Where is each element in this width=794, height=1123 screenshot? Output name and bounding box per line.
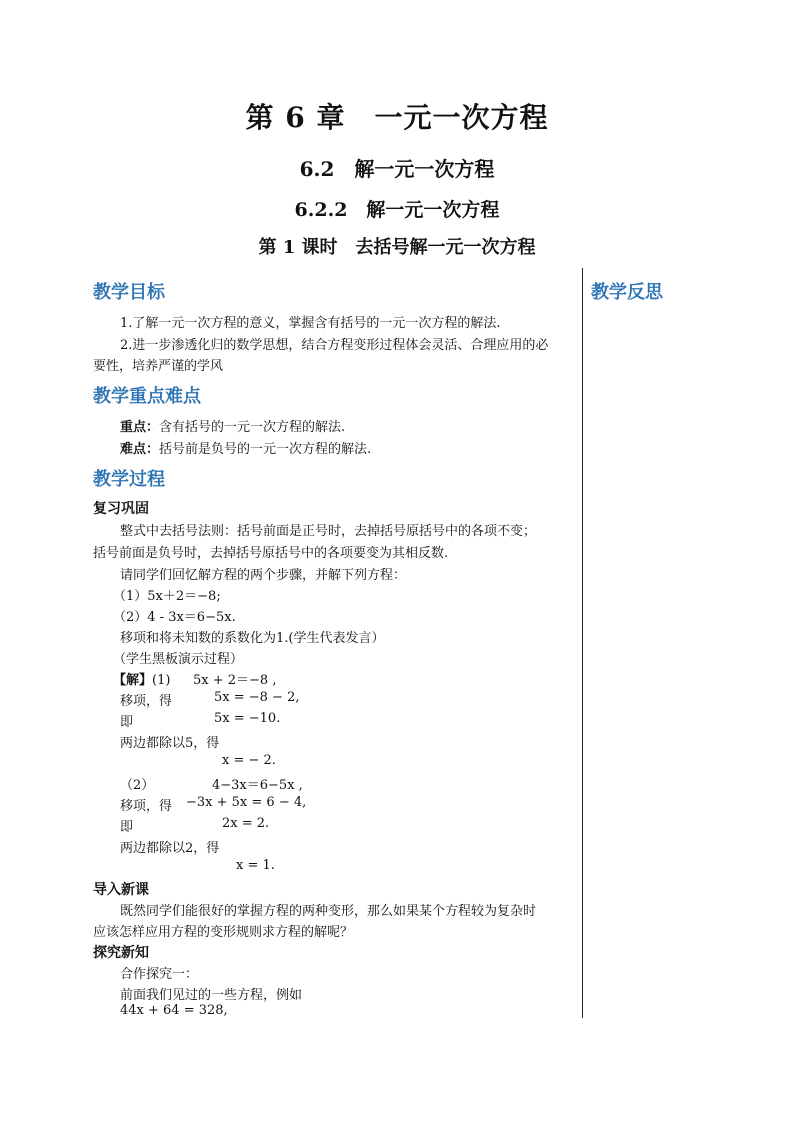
intro-p1a: 既然同学们能很好的掌握方程的两种变形，那么如果某个方程较为复杂时 xyxy=(120,904,537,919)
process-heading: 教学过程 xyxy=(93,469,165,490)
goal-line-2a: 2.进一步渗透化归的数学思想，结合方程变形过程体会灵活、合理应用的必 xyxy=(120,338,549,353)
difficult-point xyxy=(120,438,371,457)
solution-1-number: (1) xyxy=(152,673,171,688)
solution-line-1 xyxy=(113,669,170,688)
key-point-text: 含有括号的一元一次方程的解法. xyxy=(159,420,346,435)
move2-equation: −3x + 5x = 6 − 4, xyxy=(186,795,307,810)
review-p4: （学生黑板演示过程） xyxy=(113,652,244,667)
subsection-title: 6.2.2 解一元一次方程 xyxy=(294,199,500,221)
intro-heading: 导入新课 xyxy=(93,882,149,898)
review-eq2 xyxy=(113,606,236,625)
lesson-title: 第 1 课时 去括号解一元一次方程 xyxy=(258,237,536,258)
chapter-title: 第 6 章 一元一次方程 xyxy=(245,101,549,134)
section-title: 6.2 解一元一次方程 xyxy=(299,157,495,181)
move2-label: 移项，得 xyxy=(120,799,173,814)
review-p3: 移项和将未知数的系数化为1.(学生代表发言） xyxy=(120,631,385,646)
review-eq1 xyxy=(113,585,221,604)
intro-p1b: 应该怎样应用方程的变形规则求方程的解呢？ xyxy=(93,925,354,940)
eq1-number: （1） xyxy=(113,589,148,604)
explore-equation: 44x + 64 = 328, xyxy=(120,1003,228,1018)
explore-p1: 合作探究一： xyxy=(120,967,199,982)
difficult-point-label: 难点： xyxy=(120,442,160,457)
column-divider xyxy=(582,268,583,1018)
solution-label: 【解】 xyxy=(113,673,153,688)
review-p1b: 括号前面是负号时，去掉括号原括号中的各项要变为其相反数. xyxy=(93,546,449,561)
move-equation: 5x = −8 − 2, xyxy=(214,690,300,705)
eq2-text: 4 - 3x＝6−5x. xyxy=(147,610,236,625)
move-label: 移项，得 xyxy=(120,694,173,709)
explore-heading: 探究新知 xyxy=(93,945,149,961)
result-1: x = − 2. xyxy=(222,753,276,768)
eq2-number: （2） xyxy=(113,610,148,625)
difficult-point-text: 括号前是负号的一元一次方程的解法. xyxy=(159,442,372,457)
goals-heading: 教学目标 xyxy=(93,282,165,303)
solution-1-equation: 5x + 2＝−8 , xyxy=(193,673,277,688)
ji-equation: 5x = −10. xyxy=(214,711,281,726)
explore-p2: 前面我们见过的一些方程，例如 xyxy=(120,988,303,1003)
ji2-equation: 2x = 2. xyxy=(222,816,270,831)
ji2-label: 即 xyxy=(120,820,134,835)
reflection-heading: 教学反思 xyxy=(591,282,663,303)
eq1-text: 5x＋2＝−8; xyxy=(147,589,221,604)
review-p2: 请同学们回忆解方程的两个步骤，并解下列方程： xyxy=(120,568,407,583)
keypoints-heading: 教学重点难点 xyxy=(93,386,201,407)
key-point xyxy=(120,416,345,435)
goal-line-2b: 要性，培养严谨的学风 xyxy=(93,359,224,374)
divide2-label: 两边都除以2，得 xyxy=(120,841,220,856)
goal-line-1: 1.了解一元一次方程的意义，掌握含有括号的一元一次方程的解法. xyxy=(120,316,501,331)
solution-2-equation: 4−3x＝6−5x , xyxy=(212,778,303,793)
key-point-label: 重点： xyxy=(120,420,160,435)
divide5-label: 两边都除以5，得 xyxy=(120,736,220,751)
solution-2-number: （2） xyxy=(120,778,155,793)
ji-label: 即 xyxy=(120,715,134,730)
result-2: x = 1. xyxy=(236,858,275,873)
review-p1a: 整式中去括号法则：括号前面是正号时，去掉括号原括号中的各项不变； xyxy=(120,524,537,539)
review-heading: 复习巩固 xyxy=(93,501,149,517)
